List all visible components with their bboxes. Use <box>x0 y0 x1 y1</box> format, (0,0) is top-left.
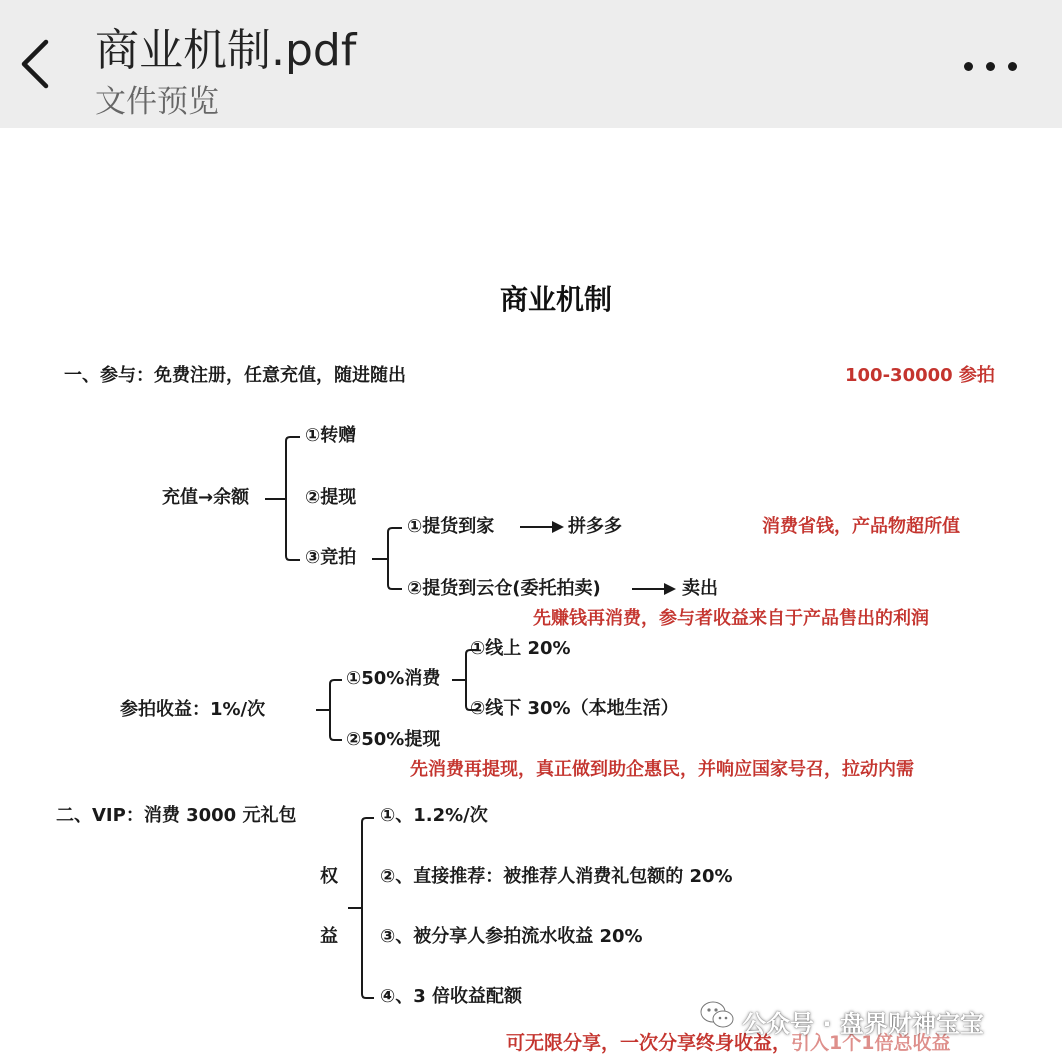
document-page <box>0 128 1062 1059</box>
income-note: 先消费再提现，真正做到助企惠民，并响应国家号召，拉动内需 <box>410 759 914 780</box>
more-dot-icon <box>964 62 973 71</box>
top-bar <box>0 0 1062 128</box>
consume-50: ①50%消费 <box>346 668 441 689</box>
section1-note: 100-30000 参拍 <box>845 365 995 386</box>
auction-income: 参拍收益：1%/次 <box>120 699 266 720</box>
rights-bracket <box>348 818 374 998</box>
watermark-text: 公众号 · 盘界财神宝宝 <box>742 1010 984 1038</box>
rights-char-2: 益 <box>320 926 338 947</box>
cloud-note: 先赚钱再消费，参与者收益来自于产品售出的利润 <box>533 608 929 629</box>
bottom-note-tail: 引入1个1倍总收益 <box>791 1032 951 1054</box>
income-bracket <box>316 680 342 740</box>
right-item-4: ④、3 倍收益配额 <box>380 986 523 1007</box>
option-withdraw: ②提现 <box>305 487 357 508</box>
arrowhead-icon <box>552 521 564 533</box>
right-item-3: ③、被分享人参拍流水收益 20% <box>380 926 643 947</box>
more-dot-icon <box>1008 62 1017 71</box>
back-button[interactable] <box>10 28 66 104</box>
chevron-left-icon <box>18 38 50 90</box>
option-auction: ③竞拍 <box>305 547 357 568</box>
option-gift: ①转赠 <box>305 425 357 446</box>
deliver-home-note: 消费省钱，产品物超所值 <box>762 516 960 537</box>
file-title: 商业机制.pdf <box>95 25 357 76</box>
section1-heading: 一、参与：免费注册，任意充值，随进随出 <box>64 365 406 386</box>
deliver-home: ①提货到家 <box>407 516 495 537</box>
right-item-1: ①、1.2%/次 <box>380 805 488 826</box>
section2-heading: 二、VIP：消费 3000 元礼包 <box>56 805 297 826</box>
doc-title: 商业机制 <box>500 283 613 316</box>
wechat-icon <box>700 1000 734 1030</box>
right-item-2: ②、直接推荐：被推荐人消费礼包额的 20% <box>380 866 733 887</box>
deliver-cloud: ②提货到云仓(委托拍卖) <box>407 578 601 599</box>
auction-bracket <box>372 528 402 589</box>
recharge-bracket <box>265 437 300 560</box>
online-share: ①线上 20% <box>470 638 571 659</box>
more-options-button[interactable] <box>952 44 1032 90</box>
offline-share: ②线下 30%（本地生活） <box>470 698 679 719</box>
pdd-label: 拼多多 <box>568 516 622 537</box>
withdraw-50: ②50%提现 <box>346 729 441 750</box>
more-dot-icon <box>986 62 995 71</box>
recharge-label: 充值→余额 <box>162 487 250 508</box>
sell-label: 卖出 <box>682 578 718 599</box>
arrowhead-icon <box>664 583 676 595</box>
file-subtitle: 文件预览 <box>95 84 219 120</box>
bottom-note-main: 可无限分享，一次分享终身收益， <box>506 1032 792 1054</box>
rights-char-1: 权 <box>320 866 338 887</box>
